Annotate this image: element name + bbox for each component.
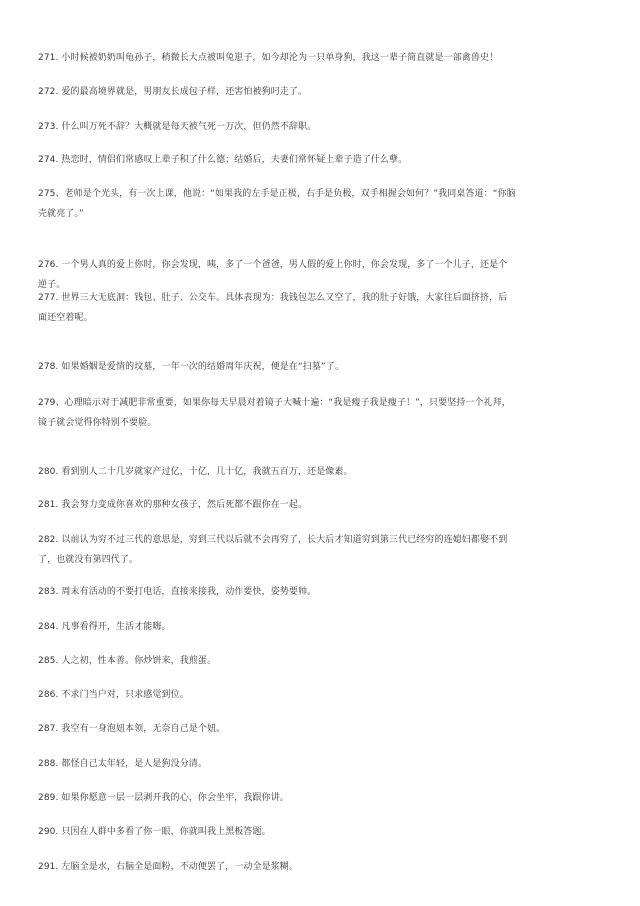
joke-285: 285. 人之初，性本善。你炒饼来，我煎蛋。 xyxy=(38,656,217,666)
joke-281: 281. 我会努力变成你喜欢的那种女孩子，然后死都不跟你在一起。 xyxy=(38,500,308,510)
joke-277: 277. 世界三大无底洞：钱包、肚子、公交车。具体表现为：我钱包怎么又空了，我的肚子好饿，大家往后面挤挤，后面还空着呢。 xyxy=(38,293,508,323)
joke-273: 273. 什么叫万死不辞？大概就是每天被气死一万次，但仍然不辞职。 xyxy=(38,122,317,132)
joke-291: 291. 左脑全是水，右脑全是面粉，不动便罢了，一动全是浆糊。 xyxy=(38,862,299,872)
joke-275: 275、老师是个光头，有一次上课，他说：“如果我的左手是正极，右手是负极，双手相握会如何？”我同桌答道：“你脑壳就亮了。” xyxy=(38,189,516,219)
joke-272: 272. 爱的最高境界就是，男朋友长成包子样，还害怕被狗叼走了。 xyxy=(38,87,308,97)
joke-279: 279、心理暗示对于减肥非常重要，如果你每天早晨对着镜子大喊十遍：“我是瘦子我是瘦子！”，只要坚持一个礼拜，镜子就会觉得你特别不要脸。 xyxy=(38,398,511,428)
joke-274: 274. 热恋时，情侣们常感叹上辈子积了什么德；结婚后，夫妻们常怀疑上辈子造了什么孽。 xyxy=(38,155,408,165)
joke-290: 290. 只因在人群中多看了你一眼，你就叫我上黑板答题。 xyxy=(38,827,271,837)
joke-278: 278. 如果婚姻是爱情的坟墓，一年一次的结婚周年庆祝，便是在“扫墓”了。 xyxy=(38,362,344,372)
joke-276: 276. 一个男人真的爱上你时，你会发现，咦，多了一个爸爸，男人假的爱上你时，你会发现，多了一个儿子，还是个逆子。 xyxy=(38,260,508,290)
joke-289: 289. 如果你愿意一层一层剥开我的心，你会坐牢，我跟你讲。 xyxy=(38,793,289,803)
joke-280: 280. 看到别人二十几岁就家产过亿，十亿，几十亿，我就五百万，还是像素。 xyxy=(38,467,353,477)
joke-284: 284. 凡事看得开，生活才能嗨。 xyxy=(38,622,171,632)
joke-287: 287. 我空有一身泡妞本领，无奈自己是个妞。 xyxy=(38,724,226,734)
joke-283: 283. 周末有活动的不要打电话，直接来接我，动作要快，姿势要帅。 xyxy=(38,587,317,597)
joke-286: 286. 不求门当户对，只求感觉到位。 xyxy=(38,690,189,700)
joke-271: 271. 小时候被奶奶叫龟孙子，稍微长大点被叫兔崽子，如今却沦为一只单身狗，我这一辈子简直就是一部禽兽史！ xyxy=(38,53,499,63)
joke-282: 282. 以前认为穷不过三代的意思是，穷到三代以后就不会再穷了，长大后才知道穷到第三代已经穷的连媳妇都娶不到了，也就没有第四代了。 xyxy=(38,535,508,565)
joke-288: 288. 都怪自己太年轻，是人是狗没分清。 xyxy=(38,759,208,769)
